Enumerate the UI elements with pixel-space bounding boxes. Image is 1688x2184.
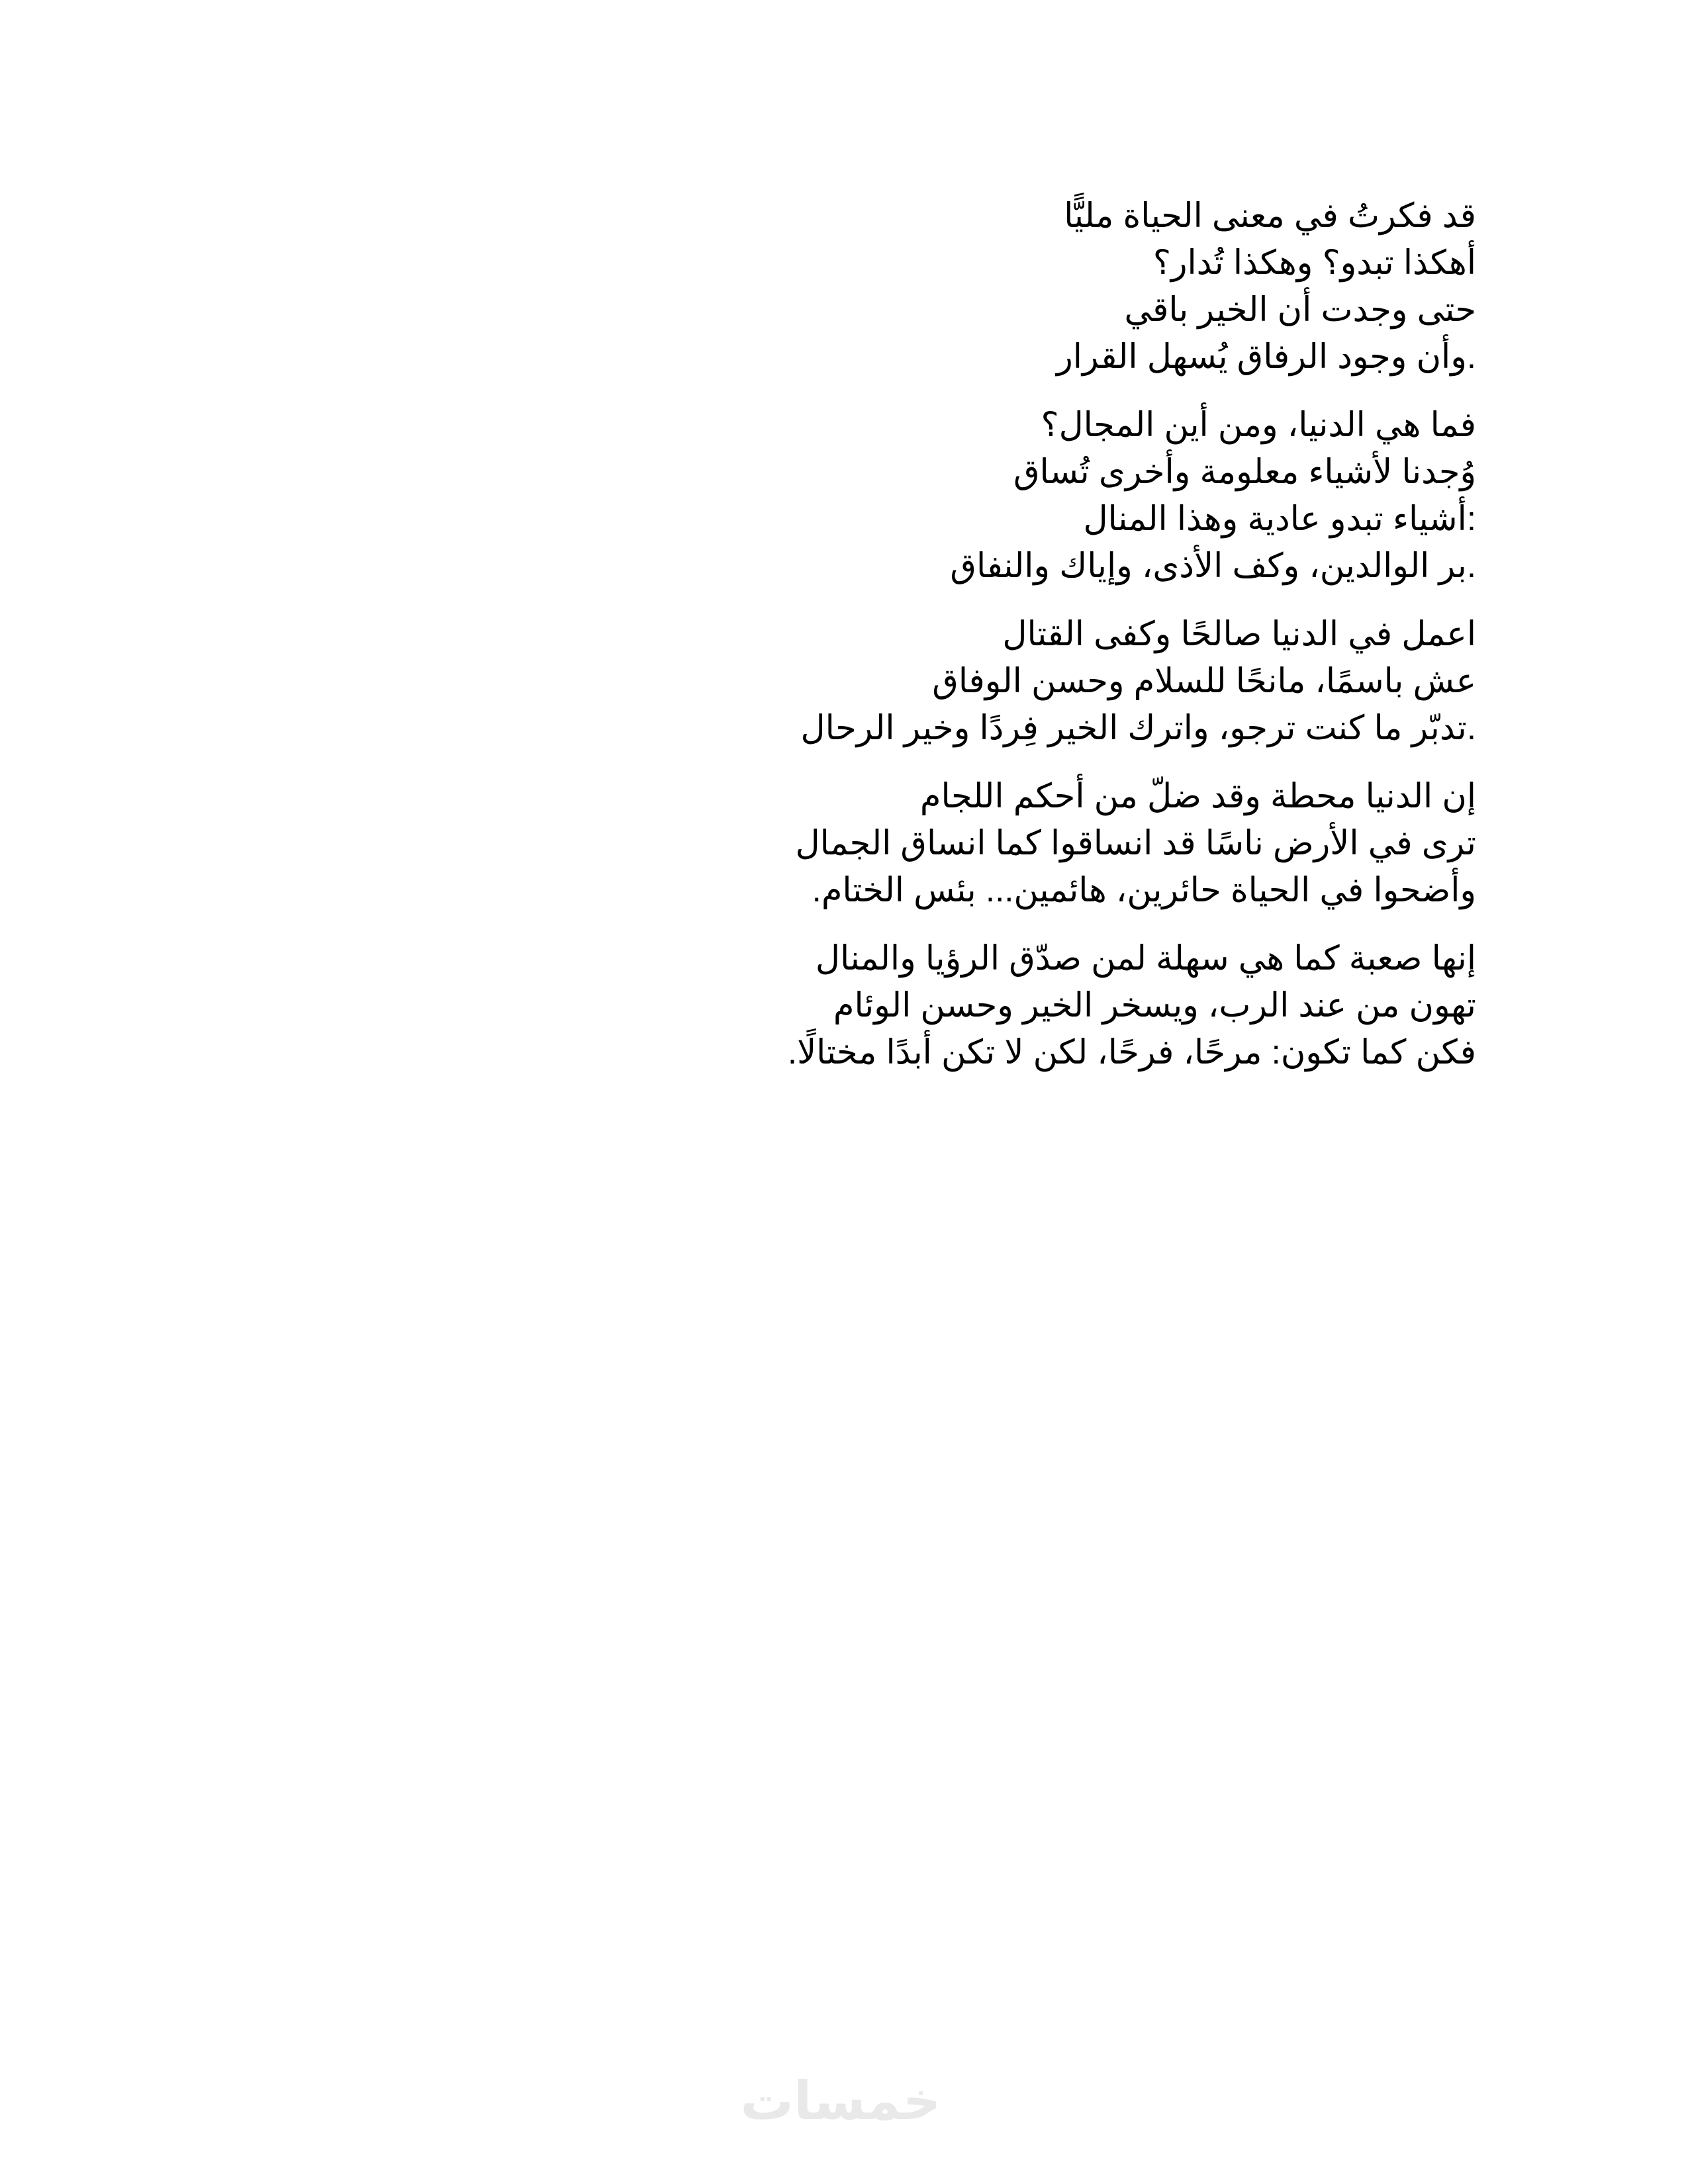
- poem-line: .تدبّر ما كنت ترجو، واترك الخير فِردًا وخير الرحال: [800, 709, 1476, 747]
- poem-line: اعمل في الدنيا صالحًا وكفى القتال: [1002, 615, 1476, 653]
- poem-line: إن الدنيا محطة وقد ضلّ من أحكم اللجام: [919, 777, 1476, 815]
- stanza-2: [417, 401, 1476, 589]
- poem: [417, 192, 1476, 1097]
- stanza-4: [417, 772, 1476, 913]
- stanza-3: [417, 610, 1476, 751]
- poem-line: إنها صعبة كما هي سهلة لمن صدّق الرؤيا والمنال: [815, 939, 1476, 977]
- poem-line: تهون من عند الرب، ويسخر الخير وحسن الوئام: [833, 986, 1476, 1024]
- poem-line: وُجدنا لأشياء معلومة وأخرى تُساق: [1013, 453, 1476, 490]
- poem-line: فكن كما تكون: مرحًا، فرحًا، لكن لا تكن أبدًا مختالًا.: [787, 1033, 1476, 1071]
- poem-line: وأضحوا في الحياة حائرين، هائمين... بئس الختام.: [812, 871, 1476, 909]
- poem-line: عش باسمًا، مانحًا للسلام وحسن الوفاق: [932, 662, 1476, 700]
- poem-line: .بر الوالدين، وكف الأذى، وإياك والنفاق: [950, 547, 1476, 584]
- poem-line: فما هي الدنيا، ومن أين المجال؟: [1041, 406, 1476, 443]
- poem-line: قد فكرتُ في معنى الحياة مليًّا: [1064, 197, 1476, 234]
- poem-line: حتى وجدت أن الخير باقي: [1124, 291, 1476, 328]
- poem-line: .وأن وجود الرفاق يُسهل القرار: [1056, 338, 1476, 375]
- poem-line: :أشياء تبدو عادية وهذا المنال: [1083, 500, 1476, 537]
- khamsat-watermark: خمسات: [740, 2070, 941, 2132]
- stanza-5: [417, 934, 1476, 1075]
- stanza-1: [417, 192, 1476, 380]
- poem-line: ترى في الأرض ناسًا قد انساقوا كما انساق الجمال: [795, 824, 1476, 862]
- poem-line: أهكذا تبدو؟ وهكذا تُدار؟: [1152, 244, 1476, 281]
